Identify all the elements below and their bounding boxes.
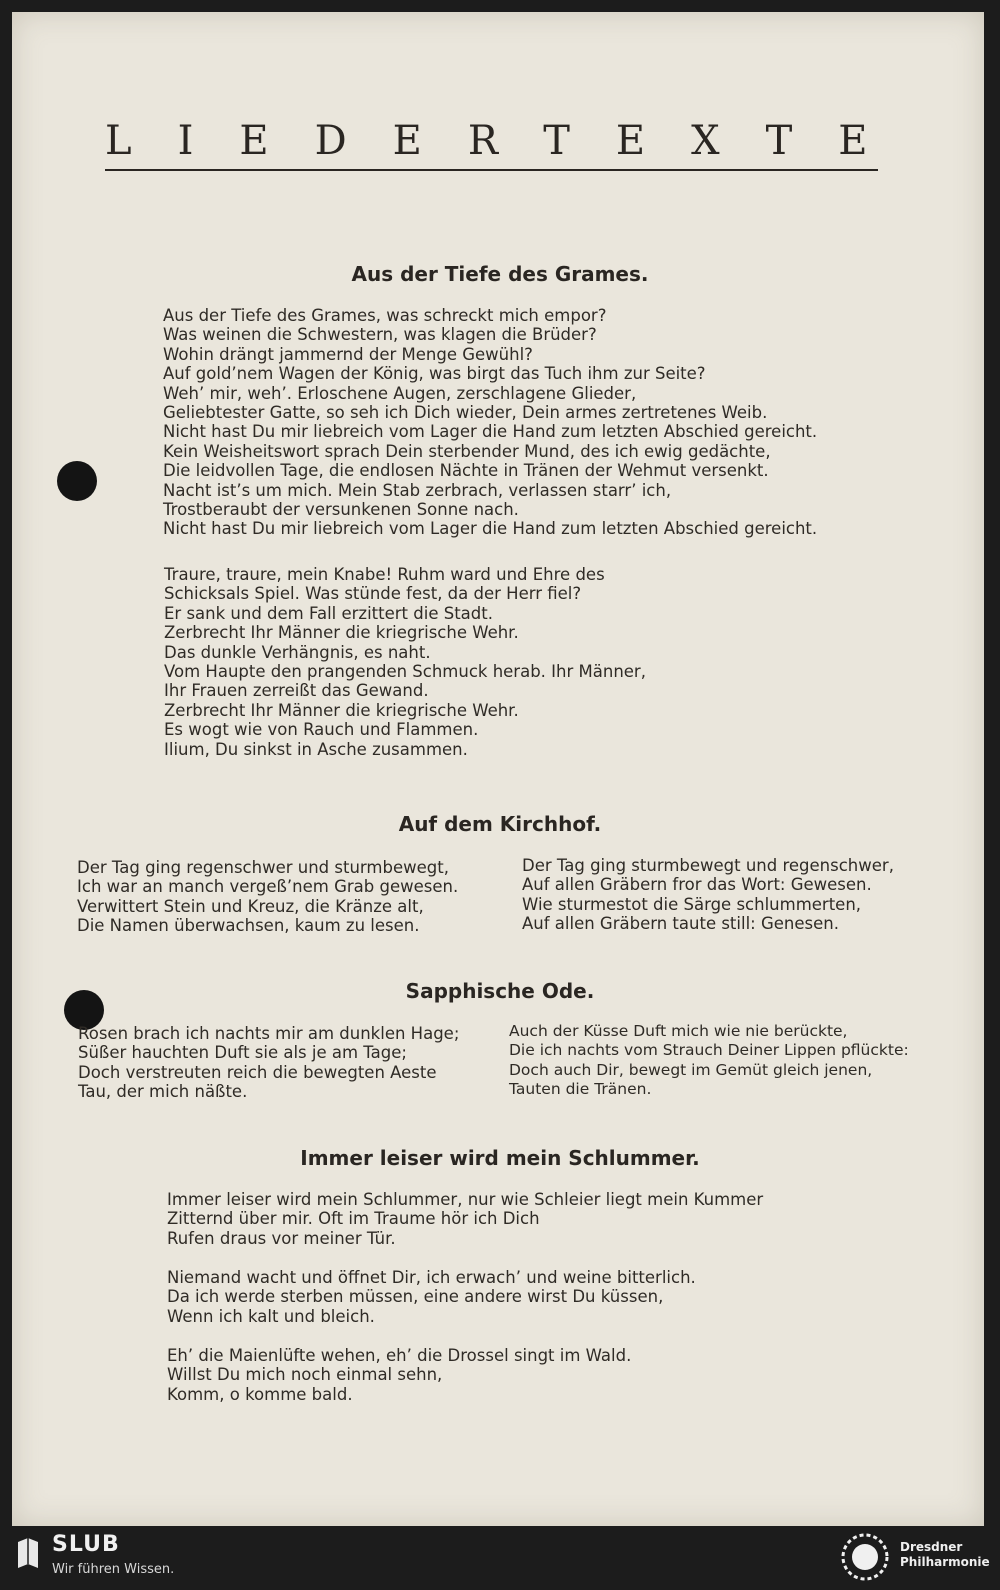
- verse-line: Tauten die Tränen.: [509, 1080, 652, 1099]
- verse-line: Da ich werde sterben müssen, eine andere wirst Du küssen,: [167, 1287, 664, 1307]
- verse-line: Auch der Küsse Duft mich wie nie berückte,: [509, 1022, 848, 1040]
- song-stanza: [167, 1346, 631, 1404]
- song-stanza-left: [78, 1024, 459, 1102]
- verse-line: Ilium, Du sinkst in Asche zusammen.: [164, 739, 468, 759]
- song-stanza-left: [77, 858, 458, 936]
- verse-line: Nacht ist’s um mich. Mein Stab zerbrach, verlassen starr’ ich,: [163, 480, 672, 500]
- verse-line: Wohin drängt jammernd der Menge Gewühl?: [163, 344, 533, 364]
- song-stanza: [164, 565, 646, 759]
- song-heading: Immer leiser wird mein Schlummer.: [300, 1146, 700, 1170]
- verse-line: Zitternd über mir. Oft im Traume hör ich Dich: [167, 1209, 540, 1229]
- verse-line: Weh’ mir, weh’. Erloschene Augen, zerschlagene Glieder,: [163, 383, 637, 403]
- page-title: LIEDERTEXTE: [105, 118, 914, 164]
- verse-line: Nicht hast Du mir liebreich vom Lager die Hand zum letzten Abschied gereicht.: [163, 519, 818, 539]
- verse-line: Die ich nachts vom Strauch Deiner Lippen pflückte:: [509, 1041, 909, 1060]
- song-stanza-right: [522, 856, 894, 934]
- song-heading: Auf dem Kirchhof.: [398, 812, 602, 836]
- slub-tagline: Wir führen Wissen.: [52, 1562, 175, 1577]
- verse-line: Vom Haupte den prangenden Schmuck herab. Ihr Männer,: [164, 661, 646, 681]
- verse-line: Zerbrecht Ihr Männer die kriegrische Wehr.: [164, 700, 519, 720]
- verse-line: Ich war an manch vergeß’nem Grab gewesen.: [77, 877, 459, 897]
- verse-line: Auf allen Gräbern taute still: Genesen.: [522, 914, 839, 934]
- verse-line: Die leidvollen Tage, die endlosen Nächte in Tränen der Wehmut versenkt.: [163, 461, 769, 481]
- verse-line: Doch auch Dir, bewegt im Gemüt gleich jenen,: [509, 1060, 873, 1079]
- verse-line: Aus der Tiefe des Grames, was schreckt mich empor?: [163, 306, 607, 325]
- verse-line: Ihr Frauen zerreißt das Gewand.: [164, 681, 429, 701]
- verse-line: Süßer hauchten Duft sie als je am Tage;: [78, 1043, 407, 1063]
- verse-line: Geliebtester Gatte, so seh ich Dich wieder, Dein armes zertretenes Weib.: [163, 402, 768, 422]
- punch-hole: [57, 461, 97, 501]
- verse-line: Niemand wacht und öffnet Dir, ich erwach’ und weine bitterlich.: [167, 1268, 696, 1287]
- philharmonie-logo-icon: [840, 1532, 890, 1582]
- footer-bar: [0, 1526, 1000, 1590]
- song-heading: Sapphische Ode.: [405, 979, 595, 1003]
- song-stanza: [167, 1190, 763, 1248]
- verse-line: Eh’ die Maienlüfte wehen, eh’ die Drossel singt im Wald.: [167, 1346, 632, 1365]
- verse-line: Rufen draus vor meiner Tür.: [167, 1228, 396, 1248]
- verse-line: Wenn ich kalt und bleich.: [167, 1306, 375, 1326]
- song-stanza-right: [509, 1022, 909, 1100]
- verse-line: Der Tag ging regenschwer und sturmbewegt,: [77, 858, 449, 877]
- verse-line: Willst Du mich noch einmal sehn,: [167, 1365, 443, 1385]
- verse-line: Doch verstreuten reich die bewegten Aeste: [78, 1062, 437, 1082]
- verse-line: Verwittert Stein und Kreuz, die Kränze alt,: [77, 896, 424, 916]
- verse-line: Der Tag ging sturmbewegt und regenschwer,: [522, 856, 894, 875]
- verse-line: Kein Weisheitswort sprach Dein sterbender Mund, des ich ewig gedächte,: [163, 441, 771, 461]
- philharmonie-line2: Philharmonie: [900, 1555, 990, 1569]
- verse-line: Zerbrecht Ihr Männer die kriegrische Wehr.: [164, 623, 519, 643]
- verse-line: Rosen brach ich nachts mir am dunklen Hage;: [78, 1024, 460, 1043]
- title-underline: [105, 169, 878, 171]
- verse-line: Was weinen die Schwestern, was klagen die Brüder?: [163, 325, 597, 345]
- song-stanza: [167, 1268, 696, 1326]
- verse-line: Tau, der mich näßte.: [78, 1082, 248, 1102]
- verse-line: Es wogt wie von Rauch und Flammen.: [164, 720, 479, 740]
- philharmonie-line1: Dresdner: [900, 1540, 963, 1554]
- verse-line: Komm, o komme bald.: [167, 1384, 353, 1404]
- verse-line: Auf gold’nem Wagen der König, was birgt das Tuch ihm zur Seite?: [163, 364, 706, 384]
- verse-line: Auf allen Gräbern fror das Wort: Gewesen.: [522, 875, 872, 895]
- verse-line: Die Namen überwachsen, kaum zu lesen.: [77, 916, 420, 936]
- slub-logo-icon: [16, 1536, 40, 1570]
- verse-line: Das dunkle Verhängnis, es naht.: [164, 642, 431, 662]
- philharmonie-name: [900, 1540, 990, 1570]
- song-heading: Aus der Tiefe des Grames.: [351, 262, 649, 286]
- verse-line: Trostberaubt der versunkenen Sonne nach.: [163, 499, 519, 519]
- verse-line: Wie sturmestot die Särge schlummerten,: [522, 894, 862, 914]
- verse-line: Traure, traure, mein Knabe! Ruhm ward und Ehre des: [164, 565, 605, 584]
- verse-line: Er sank und dem Fall erzittert die Stadt.: [164, 603, 493, 623]
- verse-line: Nicht hast Du mir liebreich vom Lager die Hand zum letzten Abschied gereicht.: [163, 422, 818, 442]
- slub-name: SLUB: [52, 1532, 120, 1557]
- song-stanza: [163, 306, 817, 539]
- verse-line: Schicksals Spiel. Was stünde fest, da der Herr fiel?: [164, 584, 582, 604]
- verse-line: Immer leiser wird mein Schlummer, nur wie Schleier liegt mein Kummer: [167, 1190, 764, 1209]
